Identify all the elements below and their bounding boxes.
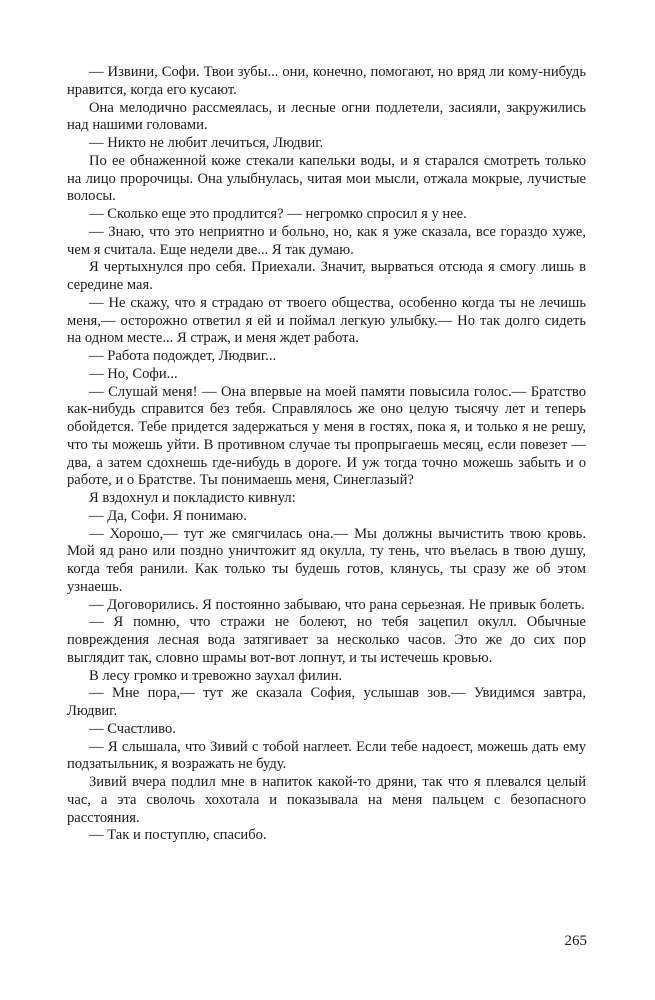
paragraph: Я вздохнул и покладисто кивнул: [89, 490, 296, 506]
paragraph: — Но, Софи... [89, 365, 178, 382]
paragraph: Я чертыхнулся про себя. Приехали. Значит, вырваться отсюда я смогу лишь в середине мая. [67, 259, 586, 293]
paragraph: — Хорошо,— тут же смягчилась она.— Мы должны вычистить твою кровь. Мой яд рано или поздно уничтожит яд окулла, ту тень, что въелась в твою душу, когда тебя ранили. Как только ты будешь готов, клянусь, ты сразу же об этом узнаешь. [67, 525, 586, 595]
paragraph: — Так и поступлю, спасибо. [89, 827, 267, 844]
page-number: 265 [564, 933, 587, 949]
paragraph: — Я слышала, что Зивий с тобой наглеет. Если тебе надоест, можешь дать ему подзатыльник, я возражать не буду. [67, 738, 586, 773]
paragraph: — Счастливо. [89, 720, 176, 737]
paragraph: По ее обнаженной коже стекали капельки воды, и я старался смотреть только на лицо пророчицы. Она улыбнулась, читая мои мысли, отжала мокрые, лучистые волосы. [67, 152, 586, 205]
body-text [67, 64, 586, 845]
paragraph: — Работа подождет, Людвиг... [89, 348, 277, 364]
paragraph: В лесу громко и тревожно заухал филин. [89, 667, 343, 684]
paragraph: Зивий вчера подлил мне в напиток какой-то дряни, так что я плевался целый час, а эта сволочь хохотала и показывала на меня пальцем с безопасного расстояния. [67, 774, 586, 826]
paragraph: — Да, Софи. Я понимаю. [89, 507, 247, 524]
paragraph: — Никто не любит лечиться, Людвиг. [89, 135, 324, 151]
paragraph: — Я помню, что стражи не болеют, но тебя зацепил окулл. Обычные повреждения лесная вода затягивает за несколько часов. Это же до сих пор выглядит так, словно шрамы вот-вот лопнут, и ты истечешь кровью. [67, 614, 586, 666]
paragraph: Она мелодично рассмеялась, и лесные огни подлетели, засияли, закружились над нашими головами. [67, 99, 586, 134]
paragraph: — Извини, Софи. Твои зубы... они, конечно, помогают, но вряд ли кому-нибудь нравится, когда его кусают. [67, 64, 586, 98]
paragraph: — Договорились. Я постоянно забываю, что рана серьезная. Не привык болеть. [89, 596, 585, 613]
paragraph: — Мне пора,— тут же сказала София, услышав зов.— Увидимся завтра, Людвиг. [67, 685, 586, 719]
paragraph: — Не скажу, что я страдаю от твоего общества, особенно когда ты не лечишь меня,— осторожно ответил я ей и поймал легкую улыбку.— Но так долго сидеть на одном месте... Я страж, и меня ждет работа. [67, 294, 586, 347]
paragraph: — Слушай меня! — Она впервые на моей памяти повысила голос.— Братство как-нибудь справится без тебя. Справлялось же оно целую тысячу лет и теперь обойдется. Тебе придется задержаться у меня в гостях, пока я, и только я не решу, что ты можешь уйти. В противном случае ты пропрыгаешь месяц, если повезет — два, а затем сдохнешь где-нибудь в дороге. И уж тогда точно можешь забыть и о работе, и о Братстве. Ты понимаешь меня, Синеглазый? [67, 383, 586, 489]
paragraph: — Сколько еще это продлится? — негромко спросил я у нее. [89, 206, 467, 222]
paragraph: — Знаю, что это неприятно и больно, но, как я уже сказала, все гораздо хуже, чем я считала. Еще недели две... Я так думаю. [67, 223, 586, 258]
